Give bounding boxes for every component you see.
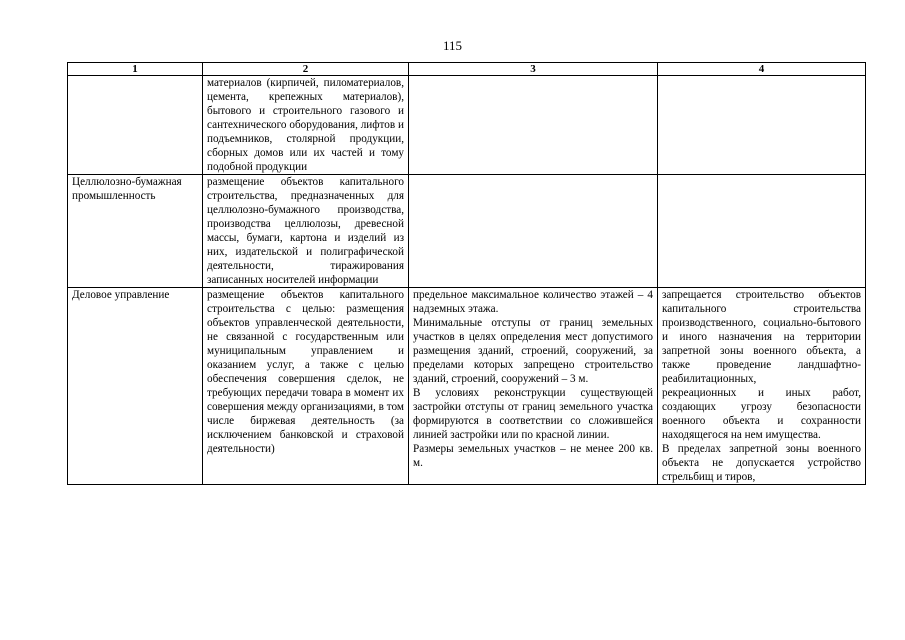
restriction-paragraph: В пределах запретной зоны военного объекта не допускается устройство стрельбищ и тиров, xyxy=(662,443,861,483)
use-type-cell: Деловое управление xyxy=(68,288,203,485)
use-description-cell: размещение объектов капитального строительства, предназначенных для целлюлозно-бумажного производства, производства целлюлозы, древесной массы, бумаги, картона и изделий из них, издательской и полиграфической деятельности, тиражирования записанных носителей информации xyxy=(203,175,409,288)
zoning-table xyxy=(67,62,866,485)
use-type-cell: Целлюлозно-бумажная промышленность xyxy=(68,175,203,288)
use-description-cell: размещение объектов капитального строительства с целью: размещения объектов управленческой деятельности, не связанной с государственным или муниципальным управлением и оказанием услуг, а также с целью обеспечения совершения сделок, не требующих передачи товара в момент их совершения между организациями, в том числе биржевая деятельность (за исключением банковской и страховой деятельности) xyxy=(203,288,409,485)
column-number: 2 xyxy=(203,63,409,76)
column-number: 1 xyxy=(68,63,203,76)
parameters-cell xyxy=(409,288,658,485)
table-row xyxy=(68,76,866,175)
use-description-cell: материалов (кирпичей, пиломатериалов, цемента, крепежных материалов), бытового и строительного газового и сантехнического оборудования, лифтов и подъемников, столярной продукции, сборных домов или их частей и тому подобной продукции xyxy=(203,76,409,175)
restrictions-cell xyxy=(658,288,866,485)
restrictions-cell xyxy=(658,175,866,288)
parameter-paragraph: предельное максимальное количество этажей – 4 надземных этажа. xyxy=(413,289,653,315)
column-number-row xyxy=(68,63,866,76)
parameter-paragraph: Размеры земельных участков – не менее 200 кв. м. xyxy=(413,443,653,469)
parameter-paragraph: В условиях реконструкции существующей застройки отступы от границ земельного участка формируются в соответствии со сложившейся линией застройки или по красной линии. xyxy=(413,387,653,441)
restriction-paragraph: рекреационных и иных работ, создающих угрозу безопасности военного объекта и сохранности находящегося на нем имущества. xyxy=(662,387,861,441)
parameters-cell xyxy=(409,76,658,175)
restrictions-cell xyxy=(658,76,866,175)
column-number: 3 xyxy=(409,63,658,76)
parameter-paragraph: Минимальные отступы от границ земельных участков в целях определения мест допустимого размещения зданий, строений, сооружений, за пределами которых запрещено строительство зданий, строений, сооружений – 3 м. xyxy=(413,317,653,385)
page-number: 115 xyxy=(442,38,463,53)
table-row xyxy=(68,175,866,288)
parameters-cell xyxy=(409,175,658,288)
use-type-cell xyxy=(68,76,203,175)
restriction-paragraph: запрещается строительство объектов капитального строительства производственного, социально-бытового и иного назначения на территории запретной зоны военного объекта, а также проведение ландшафтно-реабилитационных, xyxy=(662,289,861,385)
column-number: 4 xyxy=(658,63,866,76)
table-row xyxy=(68,288,866,485)
